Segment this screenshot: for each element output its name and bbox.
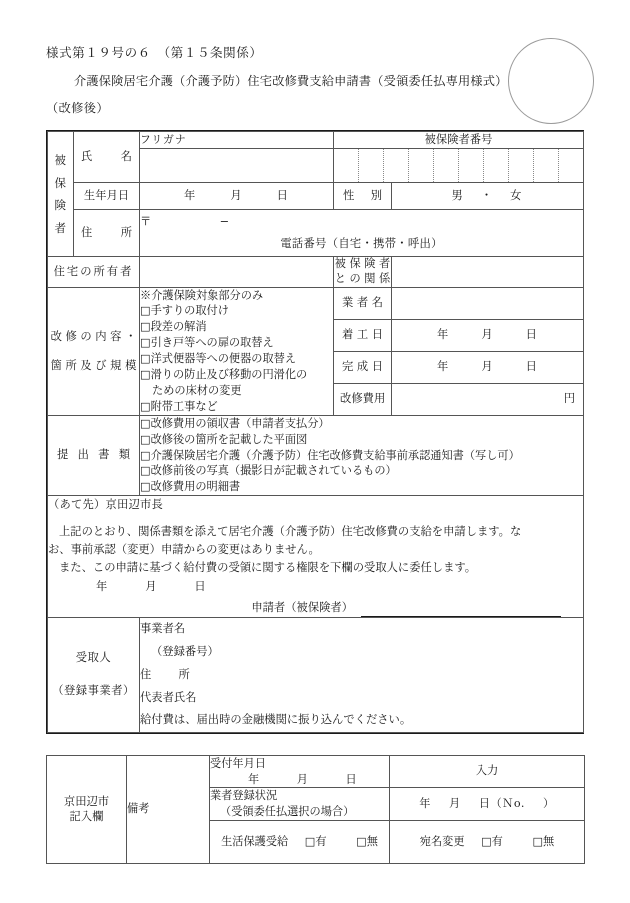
office-welfare-row[interactable]: [210, 820, 390, 863]
cost-label-char-3: 費: [362, 392, 374, 406]
office-received-date[interactable]: [210, 756, 390, 788]
office-label-line1: 京田辺市: [63, 795, 110, 809]
recipient-label-line2: （登録事業者）: [52, 684, 135, 698]
renovation-item-toilet[interactable]: □洋式便器等への便器の取替え: [140, 352, 297, 366]
office-input-no-close: ）: [543, 796, 555, 810]
name-label-char-2: 名: [120, 150, 132, 163]
start-year-unit: 年: [437, 327, 450, 341]
office-address-change-no[interactable]: □無: [532, 834, 555, 848]
main-form-table: [46, 130, 584, 734]
cost-label-cell: [334, 383, 392, 415]
statement-body-line3: また、この申請に基づく給付費の受領に関する権限を下欄の受取人に委任します。: [59, 561, 477, 575]
office-input-ymd[interactable]: [390, 788, 585, 820]
recipient-note: 給付費は、届出時の金融機関に振り込んでください。: [140, 713, 412, 727]
insured-number-cell-1[interactable]: [334, 149, 359, 182]
applicant-signature-row: [48, 599, 583, 617]
office-welfare-yes[interactable]: □有: [304, 834, 327, 848]
page-subtitle: （改修後）: [46, 101, 109, 116]
relation-label-line2: と の 関 係: [334, 271, 391, 285]
insured-number-cell-9[interactable]: [534, 149, 559, 182]
birth-date-fields: [140, 188, 333, 204]
office-address-change-yes[interactable]: □有: [481, 834, 503, 848]
applicant-signature-input[interactable]: [361, 602, 561, 617]
finish-date-input[interactable]: [392, 351, 584, 383]
renovation-item-flooring-cont: ための床材の変更: [152, 383, 242, 397]
documents-label-char-1: 提: [57, 448, 69, 462]
document-item-floorplan[interactable]: □改修後の箇所を記載した平面図: [140, 432, 308, 446]
sex-label-cell: [334, 183, 392, 210]
contractor-input[interactable]: [392, 287, 584, 319]
recipient-fields[interactable]: [140, 618, 584, 733]
sex-option-male[interactable]: 男: [451, 189, 465, 203]
cost-label-char-4: 用: [373, 392, 386, 406]
table-row-recipient: [48, 618, 584, 733]
start-month-unit: 月: [481, 327, 494, 341]
insured-number-label: 被保険者番号: [334, 132, 584, 149]
cost-label-char-1: 改: [340, 392, 352, 406]
insured-number-input[interactable]: [334, 149, 584, 183]
start-date-label-cell: [334, 319, 392, 351]
start-date-fields: [392, 327, 583, 343]
table-row-birth-sex: [48, 183, 584, 210]
start-day-unit: 日: [525, 327, 538, 341]
start-date-label-char-3: 日: [371, 327, 383, 341]
address-label-cell: [74, 210, 140, 257]
relation-label-line1: 被 保 険 者: [334, 257, 391, 271]
owner-input[interactable]: [140, 257, 334, 287]
telephone-label: 電話番号（自宅・携帯・呼出）: [280, 237, 443, 251]
documents-label-char-2: 出: [77, 448, 89, 462]
statement-body-line2: お、事前承認（変更）申請からの変更はありません。: [48, 542, 320, 556]
renovation-label-line1: 改 修 の 内 容 ・: [50, 329, 137, 343]
finish-day-unit: 日: [525, 359, 538, 373]
finish-date-fields: [392, 359, 583, 375]
office-welfare-label: 生活保護受給: [221, 834, 289, 848]
start-date-label: [334, 327, 391, 343]
office-welfare-no[interactable]: □無: [356, 834, 378, 848]
finish-date-label-char-2: 成: [356, 359, 369, 373]
recipient-label-line1: 受取人: [75, 651, 112, 665]
document-item-receipt[interactable]: □改修費用の領収書（申請者支払分）: [140, 416, 330, 430]
office-label: [47, 756, 127, 864]
table-row-furigana: [48, 132, 584, 149]
cost-currency-unit: 円: [563, 392, 576, 406]
start-date-label-char-2: 工: [356, 327, 369, 341]
contractor-label: [334, 295, 391, 311]
office-address-change-label: 宛名変更: [419, 834, 465, 848]
recipient-address-char-2: 所: [178, 667, 190, 681]
document-item-photos[interactable]: □改修前後の写真（撮影日が記載されているもの）: [140, 464, 397, 478]
finish-year-unit: 年: [437, 359, 450, 373]
birth-month-unit: 月: [230, 189, 243, 203]
recipient-address-char-1: 住: [140, 667, 152, 681]
recipient-registration-number-label[interactable]: （登録番号）: [151, 644, 219, 658]
renovation-note: ※介護保険対象部分のみ: [140, 288, 264, 302]
insured-vertical-char-1: 被: [54, 153, 67, 168]
office-input-label: 入力: [390, 756, 585, 788]
insured-number-cells: [334, 149, 583, 182]
table-row-statement: [48, 496, 584, 618]
address-label: [74, 225, 139, 241]
cost-label: [334, 391, 391, 407]
sex-label: [334, 188, 391, 204]
relation-input[interactable]: [392, 257, 584, 287]
start-date-label-char-1: 着: [342, 327, 354, 341]
recipient-representative-label[interactable]: 代表者氏名: [140, 690, 197, 704]
insured-number-cell-6[interactable]: [459, 149, 484, 182]
form-number: 様式第１９号の６ （第１５条関係）: [46, 45, 263, 60]
sex-options-cell[interactable]: [392, 183, 584, 210]
finish-date-label: [334, 359, 391, 375]
birth-label: 生年月日: [74, 183, 140, 210]
insured-vertical-char-2: 保: [54, 175, 67, 190]
office-registration-status-line1: 業者登録状況: [210, 789, 278, 803]
statement-addressee: （あて先）京田辺市長: [48, 498, 163, 512]
sex-options-separator: ・: [480, 189, 495, 203]
name-label-char-1: 氏: [81, 150, 93, 163]
address-label-char-1: 住: [81, 226, 93, 240]
start-date-input[interactable]: [392, 319, 584, 351]
renovation-item-step-removal[interactable]: □段差の解消: [140, 320, 207, 334]
recipient-label: [48, 618, 140, 733]
name-label: [74, 149, 139, 165]
finish-date-label-cell: [334, 351, 392, 383]
page-title: 介護保険居宅介護（介護予防）住宅改修費支給申請書（受領委任払専用様式）: [74, 73, 508, 88]
document-item-cost-statement[interactable]: □改修費用の明細書: [140, 480, 241, 494]
statement-block: [48, 496, 584, 618]
office-registration-status-line2: （受領委任払選択の場合）: [220, 805, 355, 819]
document-item-approval-notice[interactable]: □介護保険居宅介護（介護予防）住宅改修費支給事前承認通知書（写し可）: [140, 448, 520, 462]
insured-number-cell-2[interactable]: [359, 149, 384, 182]
table-row-owner: [48, 257, 584, 287]
sex-label-char-2: 別: [370, 189, 382, 203]
finish-date-label-char-1: 完: [342, 359, 354, 373]
contractor-label-cell: [334, 287, 392, 319]
table-row-documents: [48, 415, 584, 496]
documents-label-inner: [48, 447, 139, 463]
office-label-line2: 記入欄: [69, 810, 104, 824]
office-received-date-label: 受付年月日: [210, 757, 266, 770]
insured-number-cell-3[interactable]: [384, 149, 409, 182]
recipient-business-name-label[interactable]: 事業者名: [140, 622, 186, 636]
address-input[interactable]: [140, 210, 584, 257]
documents-label: [48, 415, 140, 496]
office-input-day-no-unit: 日（Ｎo.: [478, 796, 525, 810]
owner-label: 住宅の所有者: [48, 257, 140, 287]
documents-label-char-4: 類: [118, 448, 130, 462]
sex-options: [392, 188, 583, 204]
document-header: [46, 44, 586, 117]
statement-body-line1: 上記のとおり、関係書類を添えて居宅介護（介護予防）住宅改修費の支給を申請します。な: [59, 524, 522, 538]
contractor-label-char-3: 名: [371, 295, 383, 309]
office-use-table: [46, 755, 584, 864]
renovation-label-line2: 箇 所 及 び 規 模: [50, 359, 137, 373]
address-label-char-2: 所: [120, 226, 132, 240]
insured-vertical-label: [48, 132, 74, 257]
office-received-date-value[interactable]: 年 月 日: [248, 772, 358, 786]
insured-number-cell-7[interactable]: [484, 149, 509, 182]
birth-day-unit: 日: [276, 189, 289, 203]
renovation-item-handrail[interactable]: □手すりの取付け: [140, 304, 229, 318]
office-remarks-label: 備考: [127, 802, 150, 816]
office-input-year-unit: 年: [419, 796, 431, 810]
birth-year-unit: 年: [184, 189, 197, 203]
renovation-label: [48, 287, 140, 415]
finish-month-unit: 月: [481, 359, 494, 373]
renovation-item-incidental[interactable]: □附帯工事など: [140, 399, 218, 413]
recipient-address-label[interactable]: [140, 664, 583, 687]
contractor-label-char-1: 業: [342, 295, 354, 309]
documents-label-char-3: 書: [98, 448, 110, 462]
sex-option-female[interactable]: 女: [510, 189, 524, 203]
insured-number-cell-5[interactable]: [434, 149, 459, 182]
postal-code-field[interactable]: 〒 −: [140, 215, 232, 228]
statement-date-line[interactable]: 年 月 日: [96, 580, 207, 594]
sex-label-char-1: 性: [343, 189, 355, 203]
relation-label: [334, 257, 392, 287]
insured-number-cell-4[interactable]: [409, 149, 434, 182]
table-row-office-received: [47, 756, 585, 788]
renovation-item-sliding-door[interactable]: □引き戸等への扉の取替え: [140, 336, 274, 350]
finish-date-label-char-3: 日: [371, 359, 383, 373]
stamp-circle-placeholder: [508, 38, 594, 124]
name-label-cell: [74, 132, 140, 183]
cost-label-char-2: 修: [351, 392, 363, 406]
renovation-checkbox-list[interactable]: [140, 287, 334, 415]
applicant-label: 申請者（被保険者）: [251, 600, 354, 614]
office-input-month-unit: 月: [449, 796, 461, 810]
office-address-change-row[interactable]: [390, 820, 585, 863]
insured-vertical-char-4: 者: [54, 220, 67, 235]
insured-vertical-char-3: 険: [54, 198, 67, 213]
table-row-renovation-contractor: [48, 287, 584, 319]
furigana-label: フリガナ: [140, 132, 334, 149]
office-registration-status: [210, 788, 390, 820]
contractor-label-char-2: 者: [356, 295, 369, 309]
name-input[interactable]: [140, 149, 334, 183]
insured-number-cell-8[interactable]: [509, 149, 534, 182]
cost-input[interactable]: [392, 383, 584, 415]
birth-input[interactable]: [140, 183, 334, 210]
office-remarks[interactable]: [127, 756, 210, 864]
renovation-item-flooring[interactable]: □滑りの防止及び移動の円滑化の: [140, 368, 308, 382]
documents-checkbox-list[interactable]: [140, 415, 584, 496]
insured-number-cell-10[interactable]: [559, 149, 583, 182]
